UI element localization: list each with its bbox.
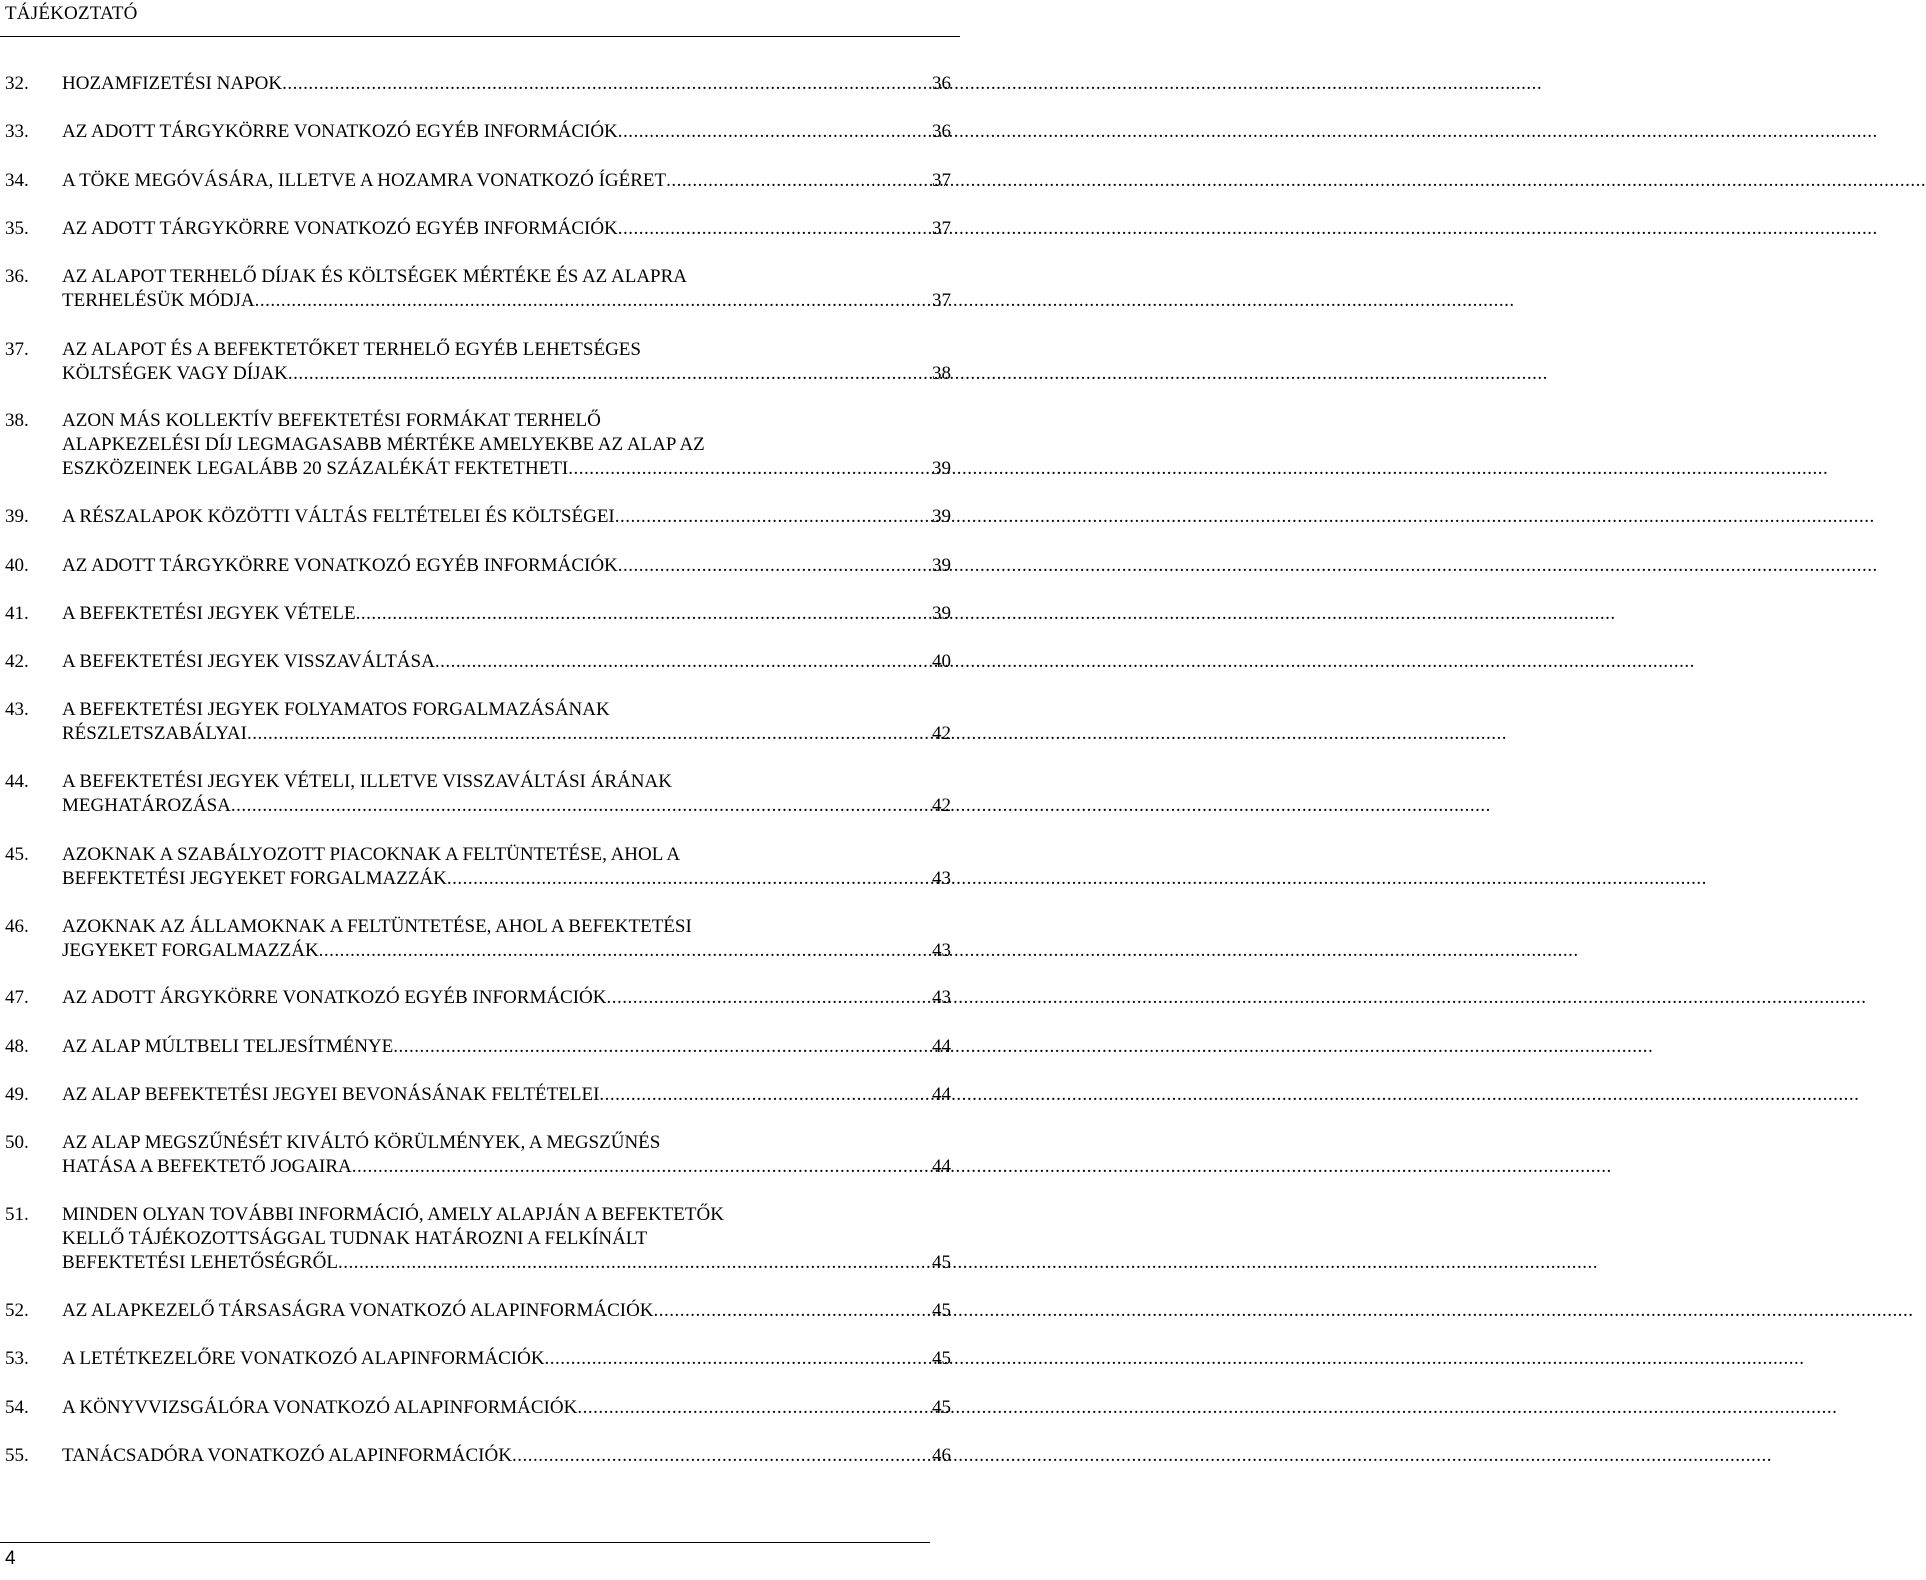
toc-entry[interactable] — [0, 1299, 960, 1323]
toc-dot-leader — [654, 1299, 928, 1323]
toc-entry-title-line: A RÉSZALAPOK KÖZÖTTI VÁLTÁS FELTÉTELEI ÉS KÖLTSÉGEI — [62, 506, 615, 527]
toc-entry-title-line: AZ ALAP MÚLTBELI TELJESÍTMÉNYE — [62, 1036, 394, 1057]
toc-entry-number: 51. — [5, 1204, 29, 1225]
toc-page-number: 44 — [932, 1156, 951, 1177]
toc-entry-title-line: HATÁSA A BEFEKTETŐ JOGAIRA — [62, 1156, 352, 1177]
toc-entry-number: 49. — [5, 1084, 29, 1105]
footer-page-number: 4 — [5, 1548, 16, 1569]
toc-page-number: 45 — [932, 1252, 951, 1273]
toc-page-number: 39 — [932, 603, 951, 624]
toc-entry-title — [62, 650, 951, 674]
toc-entry-title — [62, 1299, 951, 1323]
toc-dot-leader — [512, 1444, 928, 1468]
toc-dot-leader — [618, 217, 928, 241]
toc-entry-title — [62, 120, 951, 144]
toc-entry-title-line: A BEFEKTETÉSI JEGYEK VÉTELI, ILLETVE VISSZAVÁLTÁSI ÁRÁNAK — [62, 771, 672, 792]
toc-entry-number: 33. — [5, 121, 29, 142]
toc-entry[interactable] — [0, 602, 960, 626]
toc-entry-title-line: A BEFEKTETÉSI JEGYEK FOLYAMATOS FORGALMAZÁSÁNAK — [62, 699, 610, 720]
toc-entry-title — [62, 338, 951, 386]
toc-entry-number: 44. — [5, 771, 29, 792]
toc-entry-number: 45. — [5, 844, 29, 865]
toc-dot-leader — [352, 1155, 928, 1179]
toc-dot-leader — [247, 722, 928, 746]
toc-entry-title-line: AZ ALAPOT ÉS A BEFEKTETŐKET TERHELŐ EGYÉB LEHETSÉGES — [62, 339, 641, 360]
toc-entry[interactable] — [0, 1035, 960, 1059]
toc-dot-leader — [666, 169, 928, 193]
toc-entry[interactable] — [0, 169, 960, 193]
toc-entry[interactable] — [0, 1347, 960, 1371]
toc-entry-title-line: KÖLTSÉGEK VAGY DÍJAK — [62, 363, 288, 384]
toc-entry[interactable] — [0, 1083, 960, 1107]
toc-entry-title-line: JEGYEKET FORGALMAZZÁK — [62, 940, 319, 961]
toc-entry-title — [62, 1396, 951, 1420]
toc-page-number: 37 — [932, 218, 951, 239]
toc-dot-leader — [615, 505, 928, 529]
toc-entry-title-line: TANÁCSADÓRA VONATKOZÓ ALAPINFORMÁCIÓK — [62, 1445, 512, 1466]
toc-entry-title-line: AZ ADOTT TÁRGYKÖRRE VONATKOZÓ EGYÉB INFORMÁCIÓK — [62, 121, 618, 142]
toc-entry-title — [62, 1444, 951, 1468]
toc-dot-leader — [356, 602, 928, 626]
toc-entry-title-line: AZOKNAK A SZABÁLYOZOTT PIACOKNAK A FELTÜNTETÉSE, AHOL A — [62, 844, 681, 865]
toc-dot-leader — [618, 554, 928, 578]
toc-page-number: 40 — [932, 651, 951, 672]
toc-entry-title — [62, 698, 951, 746]
toc-entry-title-line: TERHELÉSÜK MÓDJA — [62, 290, 255, 311]
toc-entry-number: 48. — [5, 1036, 29, 1057]
toc-entry[interactable] — [0, 1444, 960, 1468]
toc-dot-leader — [338, 1251, 928, 1275]
toc-page-number: 37 — [932, 290, 951, 311]
toc-page-number: 42 — [932, 795, 951, 816]
toc-page-number: 39 — [932, 458, 951, 479]
toc-entry-title-line: A BEFEKTETÉSI JEGYEK VÉTELE — [62, 603, 356, 624]
toc-entry-title-line: AZ ALAP MEGSZŰNÉSÉT KIVÁLTÓ KÖRÜLMÉNYEK, A MEGSZŰNÉS — [62, 1132, 661, 1153]
toc-page-number: 44 — [932, 1084, 951, 1105]
toc-entry-title-line: ESZKÖZEINEK LEGALÁBB 20 SZÁZALÉKÁT FEKTETHETI — [62, 458, 569, 479]
toc-entry-number: 50. — [5, 1132, 29, 1153]
toc-page-number: 37 — [932, 170, 951, 191]
toc-entry[interactable] — [0, 265, 960, 313]
toc-entry-title-line: A BEFEKTETÉSI JEGYEK VISSZAVÁLTÁSA — [62, 651, 435, 672]
toc-entry-number: 43. — [5, 699, 29, 720]
toc-entry-title — [62, 1203, 951, 1275]
toc-entry-number: 46. — [5, 916, 29, 937]
toc-page-number: 36 — [932, 121, 951, 142]
toc-entry-title — [62, 770, 951, 818]
toc-entry[interactable] — [0, 1396, 960, 1420]
toc-page-number: 43 — [932, 868, 951, 889]
toc-entry-title — [62, 986, 951, 1010]
toc-dot-leader — [231, 794, 928, 818]
toc-entry[interactable] — [0, 217, 960, 241]
toc-page-number: 45 — [932, 1397, 951, 1418]
toc-dot-leader — [319, 939, 928, 963]
toc-entry-title-line: MEGHATÁROZÁSA — [62, 795, 231, 816]
toc-dot-leader — [618, 120, 928, 144]
toc-entry-title-line: AZ ADOTT TÁRGYKÖRRE VONATKOZÓ EGYÉB INFORMÁCIÓK — [62, 555, 618, 576]
toc-page-number: 45 — [932, 1348, 951, 1369]
toc-entry-title-line: AZ ADOTT TÁRGYKÖRRE VONATKOZÓ EGYÉB INFORMÁCIÓK — [62, 218, 618, 239]
toc-entry-title — [62, 554, 951, 578]
toc-entry-title-line: AZ ALAPOT TERHELŐ DÍJAK ÉS KÖLTSÉGEK MÉRTÉKE ÉS AZ ALAPRA — [62, 266, 687, 287]
toc-entry-number: 54. — [5, 1397, 29, 1418]
toc-entry-title-line: AZOKNAK AZ ÁLLAMOKNAK A FELTÜNTETÉSE, AHOL A BEFEKTETÉSI — [62, 916, 692, 937]
toc-dot-leader — [607, 986, 929, 1010]
toc-dot-leader — [599, 1083, 928, 1107]
toc-dot-leader — [282, 72, 928, 96]
toc-entry-title — [62, 1347, 951, 1371]
toc-entry-title — [62, 169, 951, 193]
header-divider — [0, 36, 960, 37]
toc-entry-title-line: BEFEKTETÉSI LEHETŐSÉGRŐL — [62, 1252, 339, 1273]
toc-entry-number: 32. — [5, 73, 29, 94]
toc-entry-number: 34. — [5, 170, 29, 191]
toc-entry[interactable] — [0, 1203, 960, 1275]
toc-entry[interactable] — [0, 650, 960, 674]
toc-entry-number: 53. — [5, 1348, 29, 1369]
toc-entry-title-line: AZON MÁS KOLLEKTÍV BEFEKTETÉSI FORMÁKAT TERHELŐ — [62, 410, 601, 431]
toc-dot-leader — [545, 1347, 928, 1371]
toc-dot-leader — [447, 867, 928, 891]
toc-entry-number: 39. — [5, 506, 29, 527]
toc-page-number: 42 — [932, 723, 951, 744]
toc-entry[interactable] — [0, 915, 960, 963]
toc-entry-title-line: HOZAMFIZETÉSI NAPOK — [62, 73, 283, 94]
toc-dot-leader — [568, 457, 928, 481]
toc-entry-title-line: MINDEN OLYAN TOVÁBBI INFORMÁCIÓ, AMELY ALAPJÁN A BEFEKTETŐK — [62, 1204, 724, 1225]
toc-entry-title-line: RÉSZLETSZABÁLYAI — [62, 723, 247, 744]
toc-entry[interactable] — [0, 120, 960, 144]
toc-entry-title — [62, 265, 951, 313]
toc-entry-title — [62, 915, 951, 963]
toc-dot-leader — [435, 650, 928, 674]
toc-entry-number: 42. — [5, 651, 29, 672]
toc-entry-title-line: BEFEKTETÉSI JEGYEKET FORGALMAZZÁK — [62, 868, 447, 889]
toc-dot-leader — [288, 362, 928, 386]
toc-entry-number: 37. — [5, 339, 29, 360]
toc-dot-leader — [577, 1396, 928, 1420]
toc-entry-number: 38. — [5, 410, 29, 431]
toc-page-number: 36 — [932, 73, 951, 94]
toc-entry-number: 55. — [5, 1445, 29, 1466]
toc-entry-number: 36. — [5, 266, 29, 287]
toc-entry-title-line: AZ ALAPKEZELŐ TÁRSASÁGRA VONATKOZÓ ALAPINFORMÁCIÓK — [62, 1300, 654, 1321]
toc-entry-number: 47. — [5, 987, 29, 1008]
toc-entry[interactable] — [0, 554, 960, 578]
toc-entry-title — [62, 217, 951, 241]
toc-page-number: 43 — [932, 940, 951, 961]
toc-entry[interactable] — [0, 770, 960, 818]
toc-entry[interactable] — [0, 338, 960, 386]
toc-page-number: 38 — [932, 363, 951, 384]
toc-page-number: 45 — [932, 1300, 951, 1321]
footer-divider — [0, 1542, 930, 1543]
toc-entry[interactable] — [0, 505, 960, 529]
toc-entry[interactable] — [0, 986, 960, 1010]
toc-entry-title — [62, 1083, 951, 1107]
toc-dot-leader — [255, 289, 928, 313]
toc-page-number: 44 — [932, 1036, 951, 1057]
toc-entry-number: 52. — [5, 1300, 29, 1321]
toc-entry-title — [62, 505, 951, 529]
toc-entry[interactable] — [0, 1131, 960, 1179]
toc-entry[interactable] — [0, 409, 960, 481]
toc-entry-number: 40. — [5, 555, 29, 576]
toc-page-number: 39 — [932, 506, 951, 527]
toc-entry-title-line: ALAPKEZELÉSI DÍJ LEGMAGASABB MÉRTÉKE AMELYEKBE AZ ALAP AZ — [62, 434, 705, 455]
toc-entry[interactable] — [0, 72, 960, 96]
toc-entry-title — [62, 1131, 951, 1179]
toc-entry-number: 35. — [5, 218, 29, 239]
toc-entry[interactable] — [0, 843, 960, 891]
toc-entry-title-line: A KÖNYVVIZSGÁLÓRA VONATKOZÓ ALAPINFORMÁCIÓK — [62, 1397, 578, 1418]
toc-entry[interactable] — [0, 698, 960, 746]
toc-page-number: 46 — [932, 1445, 951, 1466]
toc-dot-leader — [393, 1035, 928, 1059]
toc-entry-title-line: KELLŐ TÁJÉKOZOTTSÁGGAL TUDNAK HATÁROZNI A FELKÍNÁLT — [62, 1228, 648, 1249]
toc-entry-number: 41. — [5, 603, 29, 624]
toc-entry-title-line: AZ ALAP BEFEKTETÉSI JEGYEI BEVONÁSÁNAK FELTÉTELEI — [62, 1084, 600, 1105]
toc-entry-title-line: AZ ADOTT ÁRGYKÖRRE VONATKOZÓ EGYÉB INFORMÁCIÓK — [62, 987, 607, 1008]
toc-page-number: 43 — [932, 987, 951, 1008]
toc-entry-title-line: A TÖKE MEGÓVÁSÁRA, ILLETVE A HOZAMRA VONATKOZÓ ÍGÉRET — [62, 170, 667, 191]
toc-entry-title-line: A LETÉTKEZELŐRE VONATKOZÓ ALAPINFORMÁCIÓK — [62, 1348, 545, 1369]
document-header-title: TÁJÉKOZTATÓ — [5, 3, 138, 24]
toc-entry-title — [62, 843, 951, 891]
toc-entry-title — [62, 1035, 951, 1059]
toc-page-number: 39 — [932, 555, 951, 576]
toc-entry-title — [62, 409, 951, 481]
toc-entry-title — [62, 602, 951, 626]
toc-entry-title — [62, 72, 951, 96]
